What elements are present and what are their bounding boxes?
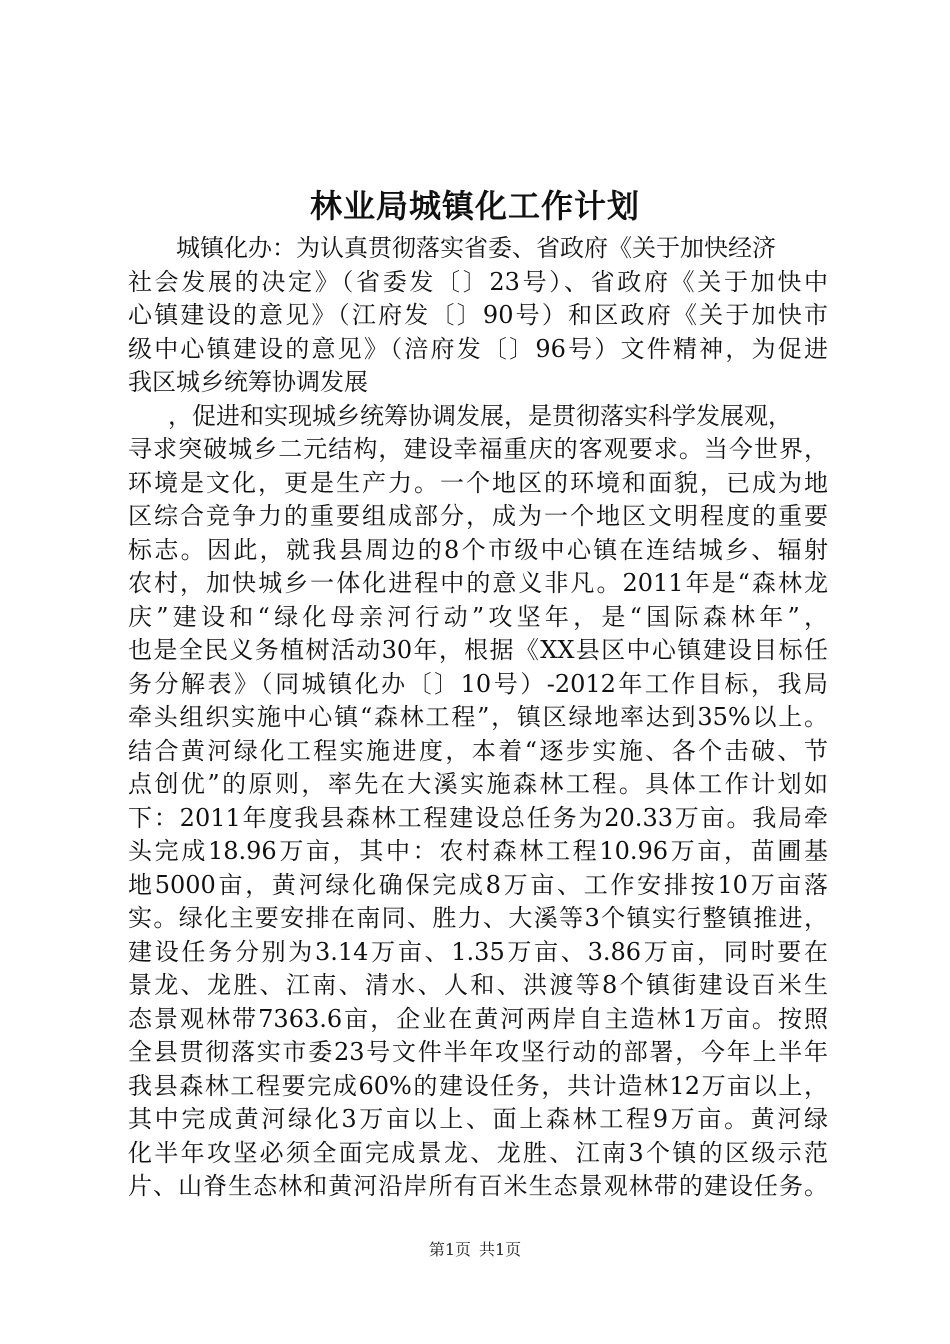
- page-number-total: 共1页: [479, 1240, 522, 1259]
- body-line: 其中完成黄河绿化3万亩以上、面上森林工程9万亩。黄河绿: [128, 1105, 828, 1133]
- body-line: ，促进和实现城乡统筹协调发展，是贯彻落实科学发展观，: [168, 401, 792, 430]
- body-line: 片、山脊生态林和黄河沿岸所有百米生态景观林带的建设任务。: [128, 1172, 828, 1200]
- body-line: 心镇建设的意见》（江府发〔〕90号）和区政府《关于加快市: [128, 301, 828, 329]
- body-line: 头完成18.96万亩，其中：农村森林工程10.96万亩，苗圃基: [128, 837, 828, 865]
- body-line: 环境是文化，更是生产力。一个地区的环境和面貌，已成为地: [128, 468, 828, 497]
- body-line: 全县贯彻落实市委23号文件半年攻坚行动的部署，今年上半年: [128, 1038, 828, 1066]
- body-line: 点创优”的原则，率先在大溪实施森林工程。具体工作计划如: [128, 770, 828, 798]
- body-line: 我县森林工程要完成60%的建设任务，共计造林12万亩以上，: [128, 1071, 828, 1100]
- body-line: 化半年攻坚必须全面完成景龙、龙胜、江南3个镇的区级示范: [128, 1138, 828, 1167]
- body-line: 庆”建设和“绿化母亲河行动”攻坚年，是“国际森林年”，: [128, 602, 828, 631]
- body-line: 牵头组织实施中心镇“森林工程”，镇区绿地率达到35%以上。: [128, 703, 828, 731]
- body-line: 态景观林带7363.6亩，企业在黄河两岸自主造林1万亩。按照: [128, 1004, 828, 1033]
- body-line: 结合黄河绿化工程实施进度，本着“逐步实施、各个击破、节: [128, 736, 828, 765]
- document-title: 林业局城镇化工作计划: [309, 187, 640, 225]
- body-line: 农村，加快城乡一体化进程中的意义非凡。2011年是“森林龙: [128, 569, 828, 597]
- body-line: 寻求突破城乡二元结构，建设幸福重庆的客观要求。当今世界，: [128, 435, 828, 463]
- body-line: 景龙、龙胜、江南、清水、人和、洪渡等8个镇街建设百米生: [128, 971, 828, 999]
- body-line: 区综合竞争力的重要组成部分，成为一个地区文明程度的重要: [128, 502, 828, 530]
- page-number-current: 第1页: [428, 1240, 471, 1259]
- body-line: 也是全民义务植树活动30年，根据《XX县区中心镇建设目标任: [128, 636, 828, 664]
- body-line: 标志。因此，就我县周边的8个市级中心镇在连结城乡、辐射: [128, 535, 828, 564]
- body-line: 建设任务分别为3.14万亩、1.35万亩、3.86万亩，同时要在: [128, 937, 828, 966]
- body-line: 地5000亩，黄河绿化确保完成8万亩、工作安排按10万亩落: [128, 870, 828, 899]
- body-line: 城镇化办：为认真贯彻落实省委、省政府《关于加快经济: [176, 234, 776, 262]
- body-line: 实。绿化主要安排在南同、胜力、大溪等3个镇实行整镇推进，: [128, 904, 828, 932]
- body-line: 我区城乡统筹协调发展: [128, 368, 368, 396]
- page-footer: [0, 1239, 950, 1261]
- body-line: 下：2011年度我县森林工程建设总任务为20.33万亩。我局牵: [128, 803, 828, 832]
- body-line: 级中心镇建设的意见》（涪府发〔〕96号）文件精神，为促进: [128, 334, 828, 363]
- document-body: [128, 232, 828, 1204]
- body-line: 务分解表》（同城镇化办〔〕10号）-2012年工作目标，我局: [128, 669, 828, 698]
- body-line: 社会发展的决定》（省委发〔〕23号）、省政府《关于加快中: [128, 267, 828, 296]
